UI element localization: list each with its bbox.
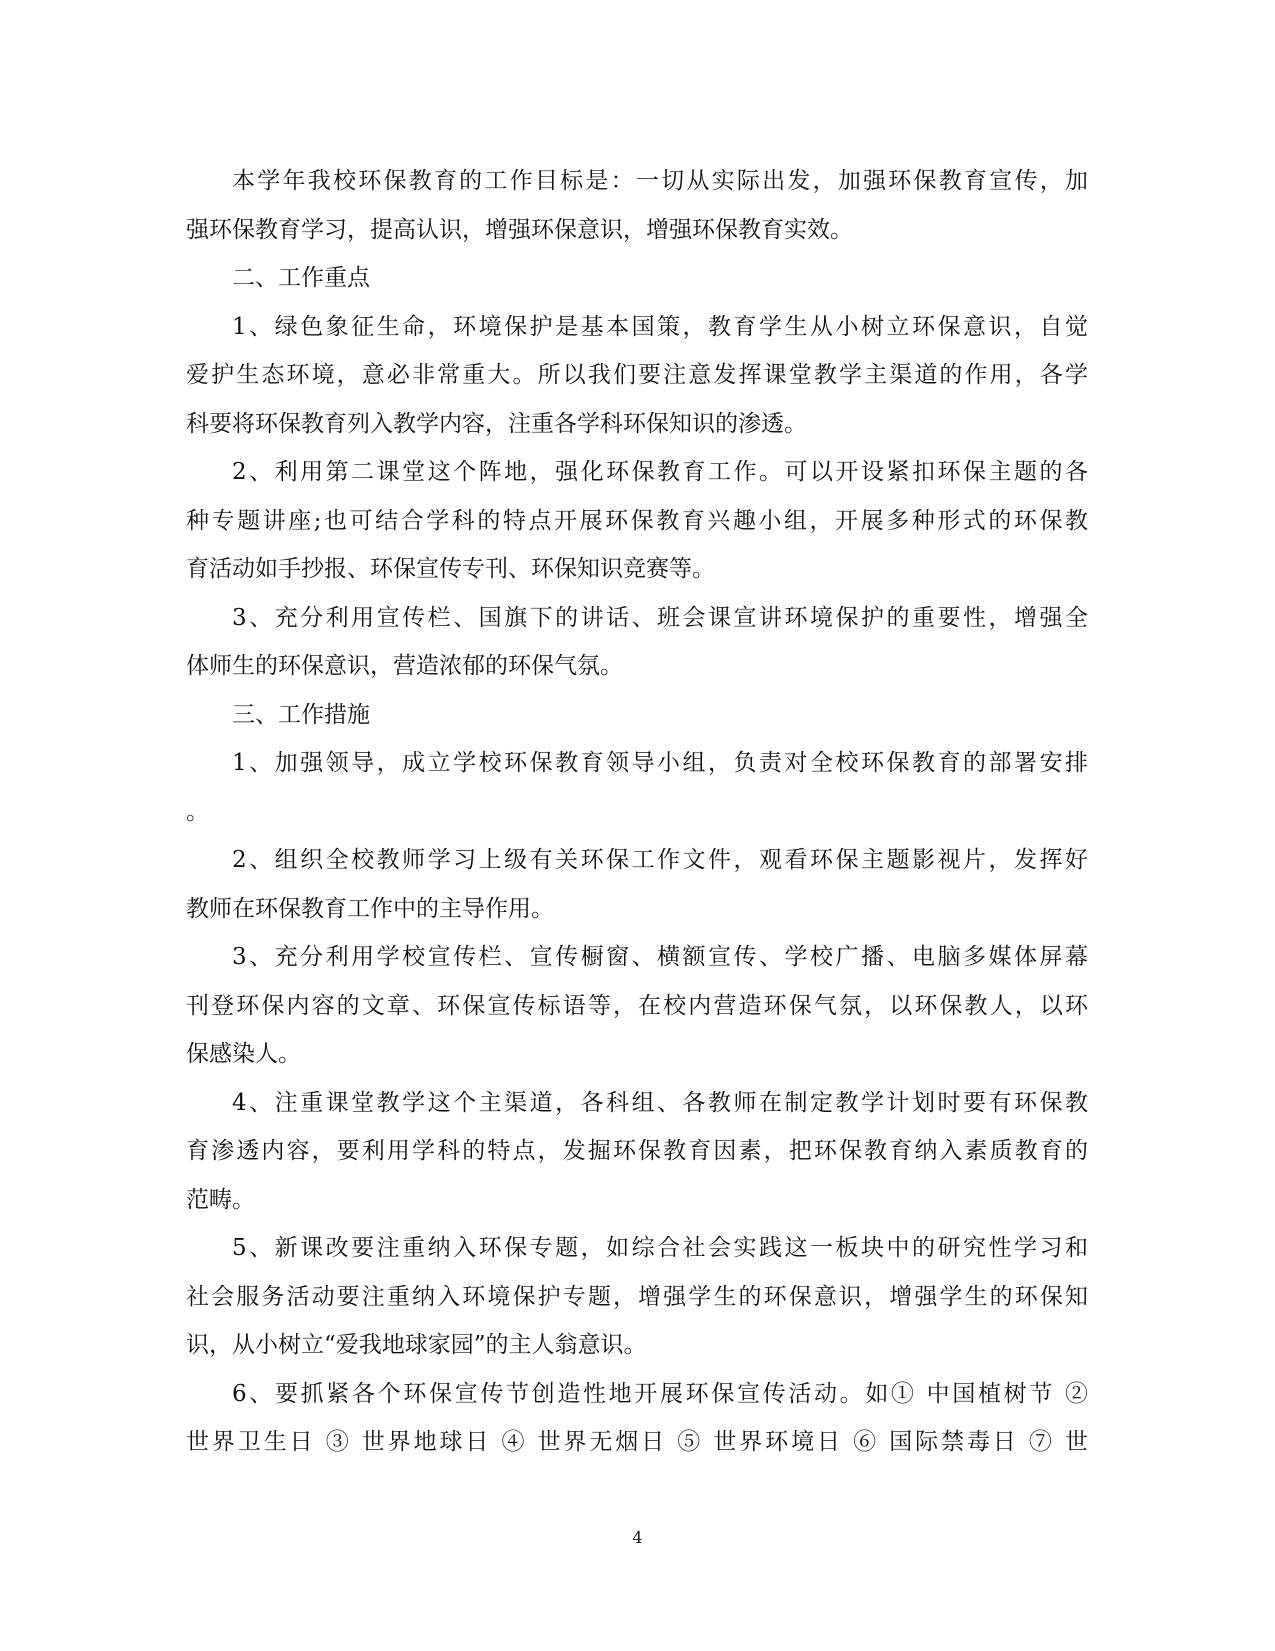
measure-item-4-line: 4、注重课堂教学这个主渠道，各科组、各教师在制定教学计划时要有环保教 [232,1089,1088,1116]
measure-item-1-line: 。 [186,798,209,825]
focus-item-2-line: 种专题讲座;也可结合学科的特点开展环保教育兴趣小组，开展多种形式的环保教 [186,507,1088,534]
paragraph-goal-line: 强环保教育学习，提高认识，增强环保意识，增强环保教育实效。 [186,216,853,243]
measure-item-3-line: 3、充分利用学校宣传栏、宣传橱窗、横额宣传、学校广播、电脑多媒体屏幕 [232,944,1088,970]
measure-item-6-line: 世界卫生日 ③ 世界地球日 ④ 世界无烟日 ⑤ 世界环境日 ⑥ 国际禁毒日 ⑦ 世 [186,1429,1088,1455]
measure-item-3-line: 保感染人。 [186,1041,301,1067]
measure-item-5-line: 社会服务活动要注重纳入环境保护专题，增强学生的环保意识，增强学生的环保知 [186,1283,1088,1310]
focus-item-3-line: 体师生的环保意识，营造浓郁的环保气氛。 [186,653,623,679]
measure-item-6-line: 6、要抓紧各个环保宣传节创造性地开展环保宣传活动。如① 中国植树节 ② [232,1380,1088,1407]
focus-item-3-line: 3、充分利用宣传栏、国旗下的讲话、班会课宣讲环境保护的重要性，增强全 [232,604,1088,631]
focus-item-1-line: 1、绿色象征生命，环境保护是基本国策，教育学生从小树立环保意识，自觉 [232,313,1088,340]
section-heading-work-measures: 三、工作措施 [232,701,370,728]
measure-item-2-line: 2、组织全校教师学习上级有关环保工作文件，观看环保主题影视片，发挥好 [232,847,1088,873]
document-body [186,157,1088,1467]
measure-item-5-line: 识，从小树立“爱我地球家园”的主人翁意识。 [186,1332,647,1358]
focus-item-1-line: 爱护生态环境，意必非常重大。所以我们要注意发挥课堂教学主渠道的作用，各学 [186,362,1088,388]
measure-item-5-line: 5、新课改要注重纳入环保专题，如综合社会实践这一板块中的研究性学习和 [232,1235,1088,1261]
section-heading-work-focus: 二、工作重点 [232,265,370,291]
measure-item-2-line: 教师在环保教育工作中的主导作用。 [186,895,554,922]
measure-item-1-line: 1、加强领导，成立学校环保教育领导小组，负责对全校环保教育的部署安排 [232,750,1088,776]
measure-item-4-line: 育渗透内容，要利用学科的特点，发掘环保教育因素，把环保教育纳入素质教育的 [186,1138,1088,1164]
paragraph-goal-line: 本学年我校环保教育的工作目标是：一切从实际出发，加强环保教育宣传，加 [232,168,1088,194]
focus-item-2-line: 育活动如手抄报、环保宣传专刊、环保知识竞赛等。 [186,556,715,582]
focus-item-1-line: 科要将环保教育列入教学内容，注重各学科环保知识的渗透。 [186,410,807,437]
measure-item-4-line: 范畴。 [186,1186,255,1213]
page-number: 4 [632,1528,643,1547]
measure-item-3-line: 刊登环保内容的文章、环保宣传标语等，在校内营造环保气氛，以环保教人，以环 [186,992,1088,1019]
focus-item-2-line: 2、利用第二课堂这个阵地，强化环保教育工作。可以开设紧扣环保主题的各 [232,459,1088,485]
